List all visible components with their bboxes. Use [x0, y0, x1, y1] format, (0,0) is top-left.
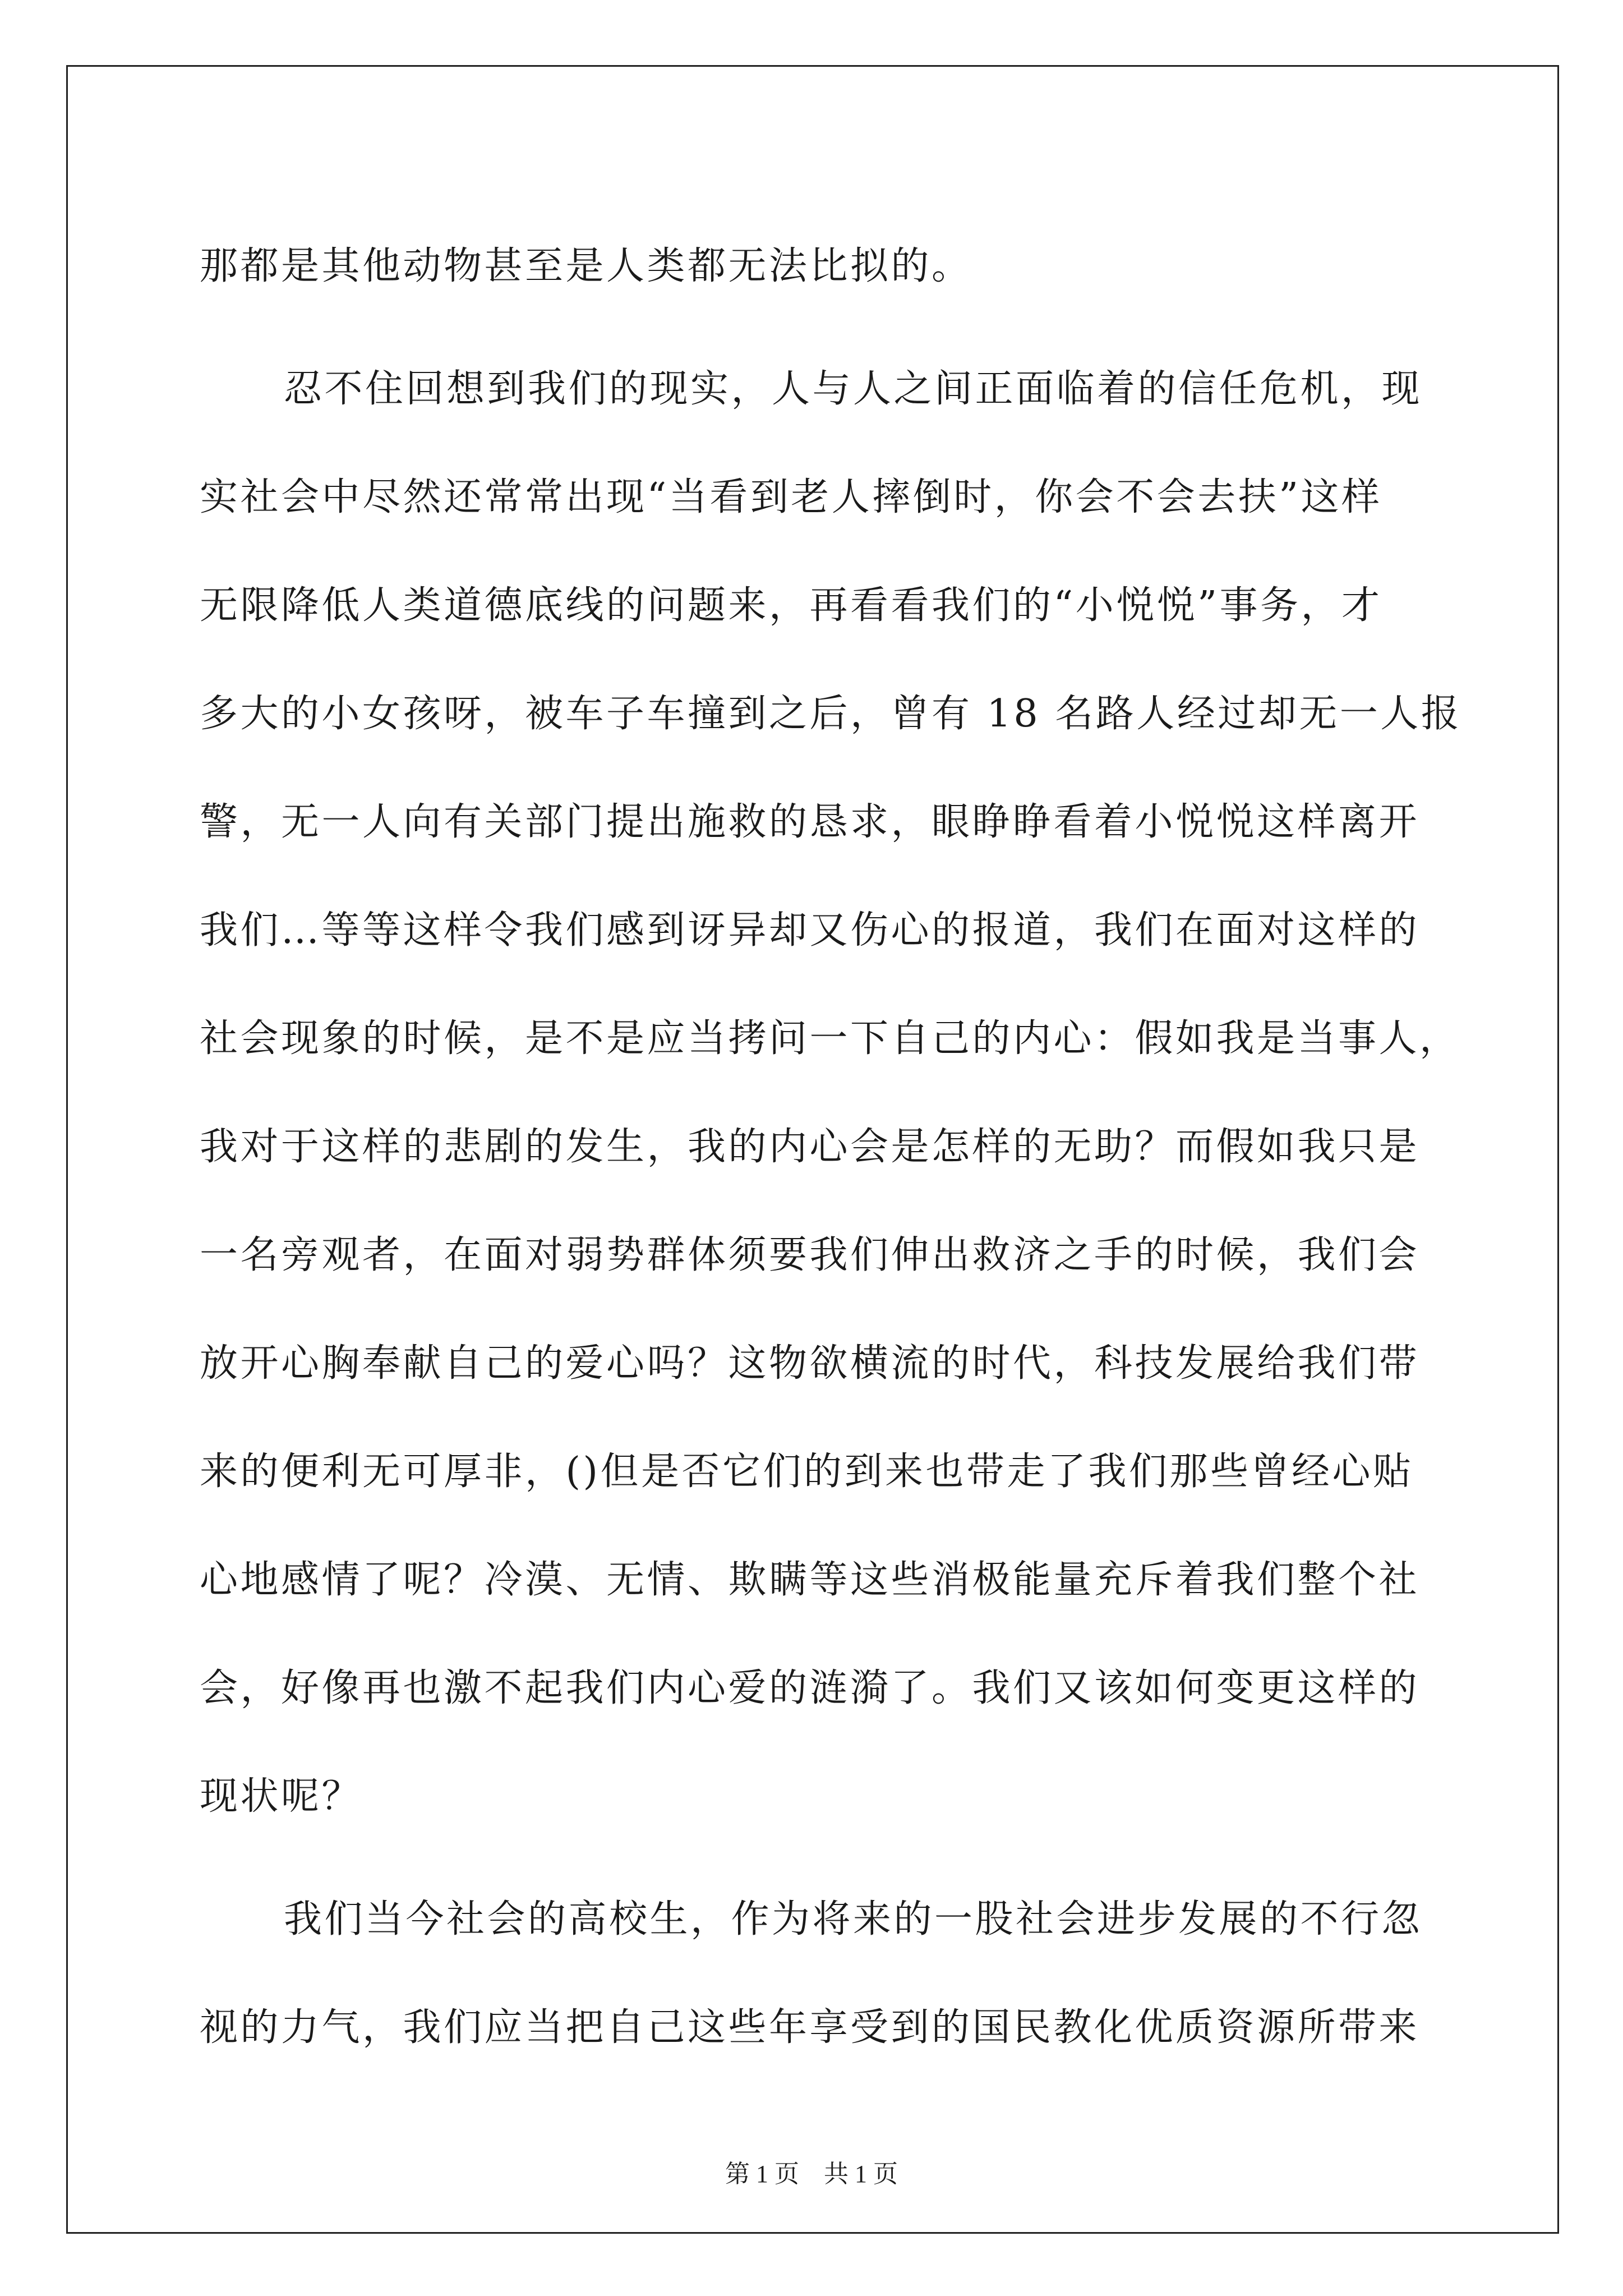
text-line: 视的力气，我们应当把自己这些年享受到的国民教化优质资源所带来: [200, 2005, 1420, 2050]
document-body: [200, 212, 1462, 2082]
text-line: 无限降低人类道德底线的问题来，再看看我们的“小悦悦”事务，才: [200, 583, 1382, 628]
text-line: 忍不住回想到我们的现实，人与人之间正面临着的信任危机，现: [284, 367, 1423, 411]
text-line: 放开心胸奉献自己的爱心吗？这物欲横流的时代，科技发展给我们带: [200, 1341, 1420, 1386]
text-line: 现状呢？: [200, 1774, 363, 1819]
text-line: 实社会中尽然还常常出现“当看到老人摔倒时，你会不会去扶”这样: [200, 475, 1382, 519]
text-line: 我对于这样的悲剧的发生，我的内心会是怎样的无助？而假如我只是: [200, 1125, 1420, 1169]
text-line: 社会现象的时候，是不是应当拷问一下自己的内心：假如我是当事人，: [200, 1016, 1460, 1061]
text-line: 我们…等等这样令我们感到讶异却又伤心的报道，我们在面对这样的: [200, 908, 1420, 953]
text-line: 我们当今社会的高校生，作为将来的一股社会进步发展的不行忽: [284, 1897, 1423, 1941]
text-line: 心地感情了呢？冷漠、无情、欺瞒等这些消极能量充斥着我们整个社: [200, 1558, 1420, 1602]
text-line: 多大的小女孩呀，被车子车撞到之后，曾有 18 名路人经过却无一人报: [200, 692, 1462, 736]
text-line: 会，好像再也激不起我们内心爱的涟漪了。我们又该如何变更这样的: [200, 1666, 1420, 1710]
paragraph: [200, 212, 1439, 320]
text-line: 来的便利无可厚非，()但是否它们的到来也带走了我们那些曾经心贴: [200, 1450, 1414, 1494]
paragraph: [200, 335, 1462, 1851]
text-line: 警，无一人向有关部门提出施救的恳求，眼睁睁看着小悦悦这样离开: [200, 800, 1420, 844]
page-number-footer: 第 1 页 共 1 页: [725, 2160, 898, 2188]
text-line: 一名旁观者，在面对弱势群体须要我们伸出救济之手的时候，我们会: [200, 1233, 1420, 1277]
paragraph: [200, 1865, 1439, 2082]
text-line: 那都是其他动物甚至是人类都无法比拟的。: [200, 244, 972, 288]
